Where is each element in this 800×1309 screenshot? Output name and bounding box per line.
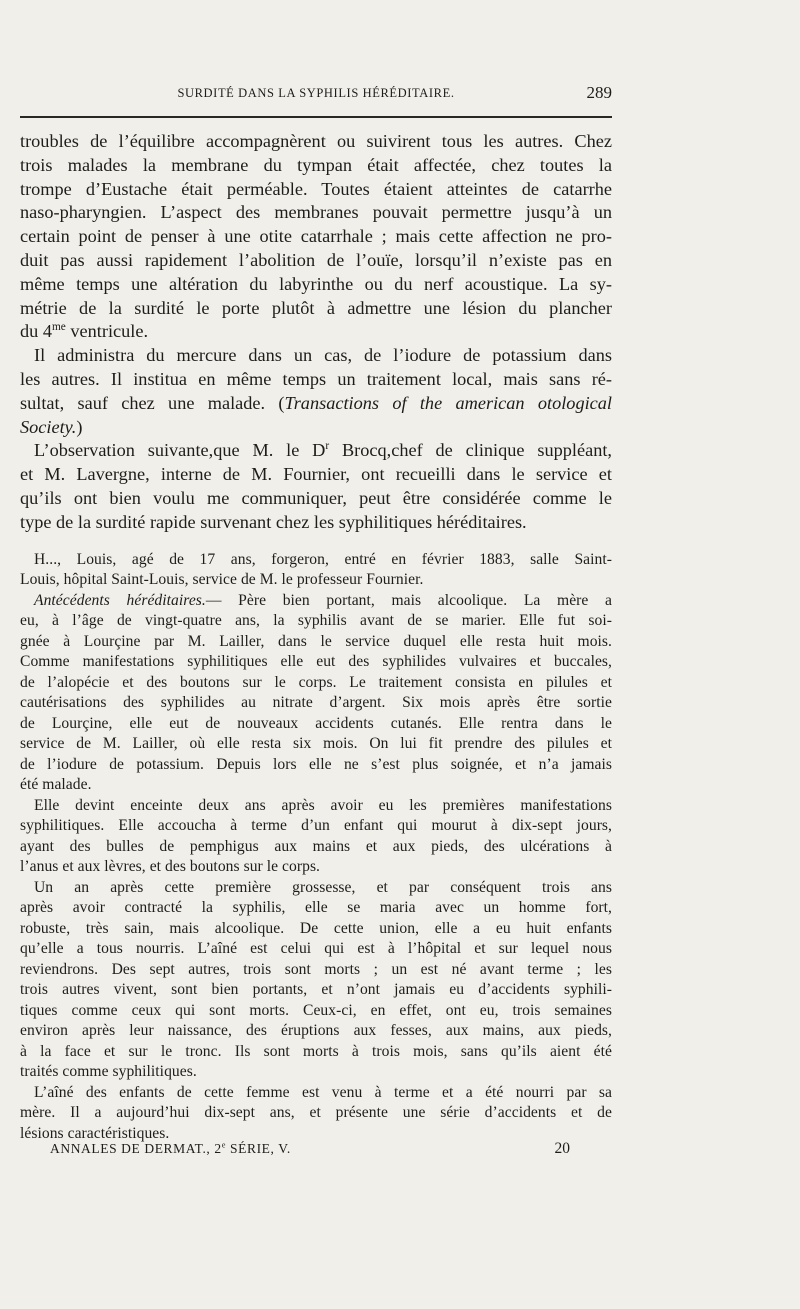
text-line: Il administra du mercure dans un cas, de l’iodure de potassium dans bbox=[34, 345, 612, 366]
text-line: duit pas aussi rapidement l’abolition de l’ouïe, lorsqu’il n’existe pas en bbox=[20, 249, 612, 270]
text-line: service de M. Lailler, où elle resta six mois. On lui fit prendre des pilules et bbox=[20, 735, 612, 753]
text-line: l’anus et aux lèvres, et des boutons sur le corps. bbox=[20, 858, 321, 876]
text-line: traités comme syphilitiques. bbox=[20, 1063, 197, 1081]
text-line: trois autres vivent, sont bien portants, et n’ont jamais eu d’accidents syphili- bbox=[20, 981, 612, 999]
text-line: sultat, sauf chez une malade. (Transactions of the american otological bbox=[20, 392, 612, 413]
text-line: reviendrons. Des sept autres, trois sont morts ; un est né avant terme ; les bbox=[20, 960, 612, 978]
text-line: les autres. Il institua en même temps un traitement local, mais sans ré- bbox=[20, 368, 612, 389]
text-line: certain point de penser à une otite catarrhale ; mais cette affection ne pro- bbox=[20, 226, 612, 247]
running-title: SURDITÉ DANS LA SYPHILIS HÉRÉDITAIRE. bbox=[177, 86, 455, 100]
text-line: H..., Louis, agé de 17 ans, forgeron, entré en février 1883, salle Saint- bbox=[34, 550, 612, 568]
text-line: Louis, hôpital Saint-Louis, service de M. le professeur Fournier. bbox=[20, 571, 424, 589]
text-line: troubles de l’équilibre accompagnèrent ou suivirent tous les autres. Chez bbox=[20, 131, 612, 151]
text-line: mère. Il a aujourd’hui dix-sept ans, et présente une série d’accidents et de bbox=[20, 1104, 612, 1122]
section-gap bbox=[20, 535, 612, 550]
text-line: environ après leur naissance, des éruptions aux fesses, aux mains, aux pieds, bbox=[20, 1022, 612, 1040]
text-line: syphilitiques. Elle accoucha à terme d’un enfant qui mourut à dix-sept jours, bbox=[20, 817, 612, 835]
text-line: Antécédents héréditaires.— Père bien portant, mais alcoolique. La mère a bbox=[34, 591, 612, 609]
text-line: qu’ils ont bien voulu me communiquer, peut être considérée comme le bbox=[20, 487, 612, 508]
body-paragraph bbox=[20, 439, 612, 534]
header-rule bbox=[20, 116, 612, 118]
running-head bbox=[20, 83, 612, 110]
journal-signature: ANNALES DE DERMAT., 2e SÉRIE, V. bbox=[50, 1140, 291, 1156]
text-line: robuste, très sain, mais alcoolique. De cette union, elle a eu huit enfants bbox=[20, 919, 612, 937]
text-line: après avoir contracté la syphilis, elle se maria avec un homme fort, bbox=[20, 899, 612, 917]
page-footer bbox=[50, 1141, 570, 1163]
case-report-paragraph bbox=[20, 796, 612, 878]
body-text bbox=[20, 130, 612, 1144]
text-line: tiques comme ceux qui sont morts. Ceux-ci, en effet, ont eu, trois semaines bbox=[20, 1001, 612, 1019]
text-line: et M. Lavergne, interne de M. Fournier, ont recueilli dans le service et bbox=[20, 464, 612, 485]
text-line: type de la surdité rapide survenant chez les syphilitiques héréditaires. bbox=[20, 511, 527, 532]
text-line: cautérisations des syphilides au nitrate d’argent. Six mois après être sortie bbox=[20, 694, 612, 712]
case-report-paragraph bbox=[20, 1083, 612, 1145]
body-paragraph bbox=[20, 344, 612, 439]
text-line: L’observation suivante,que M. le $D^r$ Brocq,chef de clinique suppléant, bbox=[34, 440, 612, 461]
text-line: trompe d’Eustache était perméable. Toutes étaient atteintes de catarrhe bbox=[20, 178, 612, 199]
body-paragraph bbox=[20, 130, 612, 344]
text-line: lésions caractéristiques. bbox=[20, 1124, 170, 1142]
text-line: Society.) bbox=[20, 416, 83, 437]
text-line: à la face et sur le tronc. Ils sont morts à trois mois, sans qu’ils aient été bbox=[20, 1042, 612, 1060]
sheet-signature: 20 bbox=[554, 1140, 570, 1157]
text-line: qu’elle a tous nourris. L’aîné est celui qui est à l’hôpital et sur lequel nous bbox=[20, 940, 612, 958]
text-line: Comme manifestations syphilitiques elle eut des syphilides vulvaires et buccales, bbox=[20, 653, 612, 671]
text-line: ayant des bulles de pemphigus aux mains et aux pieds, des ulcérations à bbox=[20, 837, 612, 855]
text-line: de Lourçine, elle eut de nouveaux accidents cutanés. Elle rentra dans le bbox=[20, 714, 612, 732]
text-line: trois malades la membrane du tympan était affectée, chez toutes la bbox=[20, 154, 612, 175]
text-line: même temps une altération du labyrinthe ou du nerf acoustique. La sy- bbox=[20, 273, 612, 294]
text-line: du $4^{me}$ ventricule. bbox=[20, 321, 149, 342]
text-line: Elle devint enceinte deux ans après avoir eu les premières manifestations bbox=[34, 796, 612, 814]
case-report-paragraph bbox=[20, 550, 612, 591]
case-report-paragraph bbox=[20, 591, 612, 796]
text-line: de l’alopécie et des boutons sur le corps. Le traitement consista en pilules et bbox=[20, 673, 612, 691]
text-line: gnée à Lourçine par M. Lailler, dans le service duquel elle resta huit mois. bbox=[20, 632, 612, 650]
page-number: 289 bbox=[586, 83, 612, 102]
text-line: été malade. bbox=[20, 776, 92, 794]
text-line: Un an après cette première grossesse, et par conséquent trois ans bbox=[34, 878, 612, 896]
text-line: de l’iodure de potassium. Depuis lors elle ne s’est plus soignée, et n’a jamais bbox=[20, 755, 612, 773]
text-line: naso-pharyngien. L’aspect des membranes pouvait permettre jusqu’à un bbox=[20, 202, 612, 223]
text-line: L’aîné des enfants de cette femme est venu à terme et a été nourri par sa bbox=[34, 1083, 612, 1101]
text-line: eu, à l’âge de vingt-quatre ans, la syphilis avant de se marier. Elle fut soi- bbox=[20, 612, 612, 630]
case-report-paragraph bbox=[20, 878, 612, 1083]
text-line: métrie de la surdité le porte plutôt à admettre une lésion du plancher bbox=[20, 297, 612, 318]
